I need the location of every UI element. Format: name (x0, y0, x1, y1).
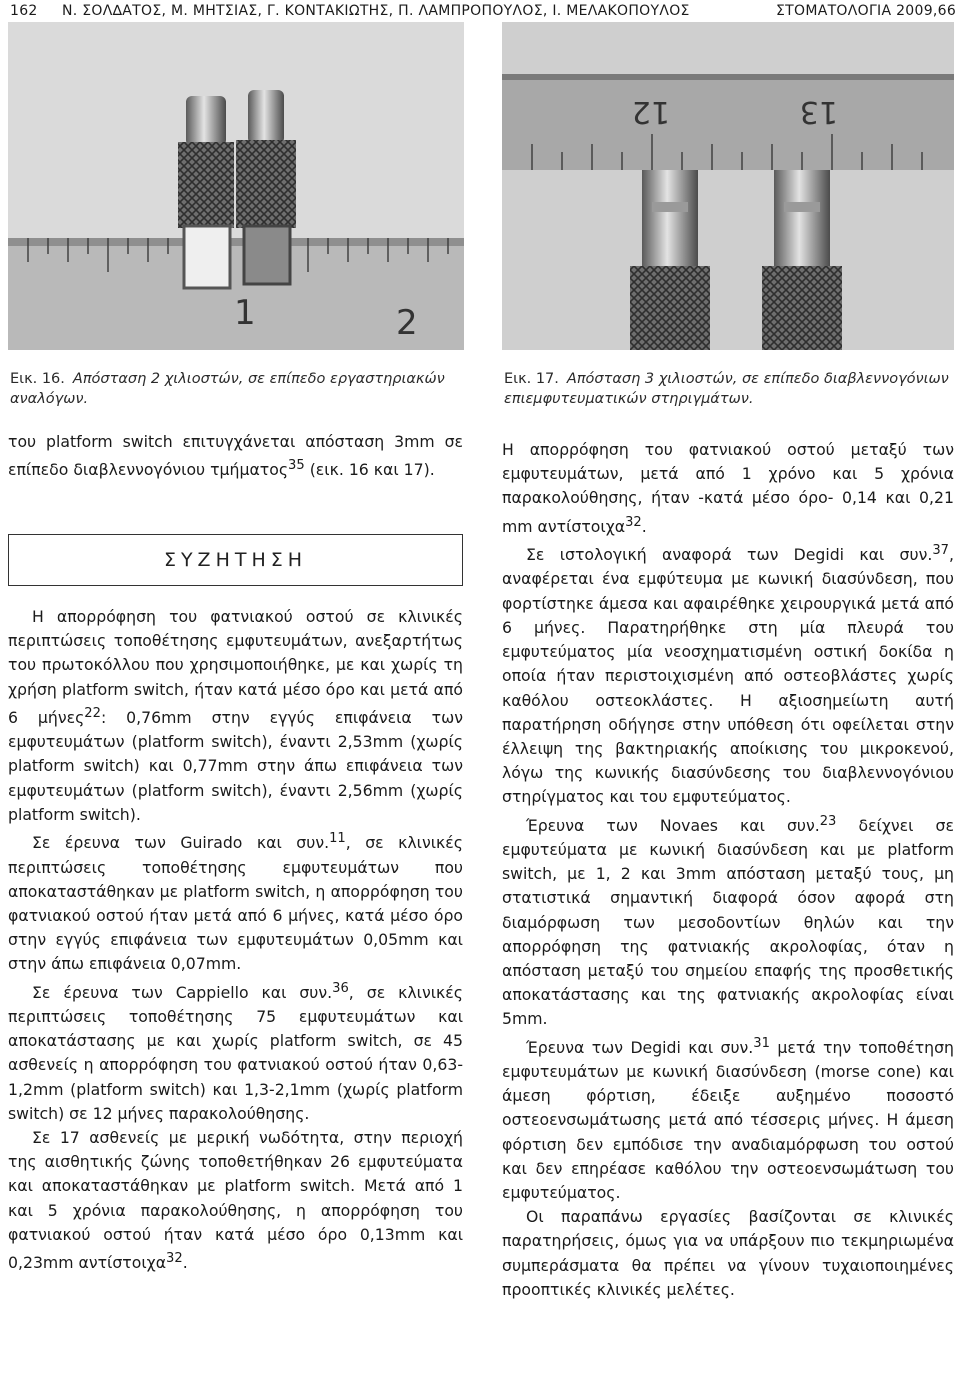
text: Η απορρόφηση του φατνιακού οστού σε κλινικές περιπτώσεις τοποθέτησης εμφυτευμάτων, ανεξαρτήτως του πρωτοκόλλου που χρησιμοποιήθηκε, με και χωρίς τη χρήση platform switch, ήταν κατά μέσο όρο και μετά από 6 μήνες (8, 607, 463, 728)
paragraph (502, 539, 954, 809)
ruler-mark-1: 1 (234, 293, 256, 333)
abutment (774, 170, 830, 266)
text: . (641, 516, 647, 536)
text: Σε έρευνα των Guirado και συν. (32, 833, 330, 853)
citation: 32 (625, 514, 642, 530)
text: (εικ. 16 και 17). (304, 460, 435, 480)
header-journal: ΣΤΟΜΑΤΟΛΟΓΙΑ 2009,66 (776, 3, 957, 19)
paragraph (8, 827, 463, 976)
figure-17-caption-text: Απόσταση 3 χιλιοστών, σε επίπεδο διαβλεννογόνιων επιεμφυτευματικών στηριγμάτων. (504, 371, 949, 407)
left-column-intro (8, 430, 463, 483)
implant-analog (248, 90, 284, 144)
figure-16-caption (10, 369, 460, 409)
figure-17-caption (504, 369, 954, 409)
figure-17-label: Εικ. 17. (504, 371, 559, 387)
text: , σε κλινικές περιπτώσεις τοποθέτησης εμφυτευμάτων που αποκαταστάθηκαν με platform switch, η απορρόφηση του φατνιακού οστού ήταν μετά από 6 μήνες, κατά μέσο όρο στην εγγύς επιφάνεια των εμφυτευμάτων 0,05mm και στην άπω επιφάνεια 0,07mm. (8, 833, 463, 974)
paragraph (8, 430, 463, 483)
paragraph (8, 977, 463, 1126)
text: . (182, 1253, 188, 1273)
paragraph (502, 1205, 954, 1302)
paragraph (502, 1032, 954, 1206)
text: Έρευνα των Degidi και συν. (526, 1037, 754, 1057)
ruler-mark-12: 12 (631, 94, 670, 129)
text: Οι παραπάνω εργασίες βασίζονται σε κλινικές παρατηρήσεις, όμως για να υπάρξουν πιο τεκμηριωμένα συμπεράσματα θα πρέπει να γίνουν τυχαιοποιημένες προοπτικές κλινικές μελέτες. (502, 1207, 954, 1299)
figure-17-photo (502, 22, 954, 350)
right-column (502, 438, 954, 1302)
text: μετά την τοποθέτηση εμφυτευμάτων με κωνική διασύνδεση (morse cone) και άμεση φόρτιση, έδειξε αυξημένο ποσοστό οστεοενσωμάτωσης μετά από τέσσερις μήνες. Η άμεση φόρτιση δεν εμπόδισε την αναδιαμόρφωση του οστού και δεν επηρέασε καθόλου την οστεοενσωμάτωση του εμφυτεύματος. (502, 1037, 954, 1203)
ruler-mark-13: 13 (799, 94, 838, 129)
citation: 22 (84, 705, 101, 721)
paragraph (8, 1126, 463, 1275)
figure-16-photo (8, 22, 464, 350)
text: Έρευνα των Novaes και συν. (526, 815, 820, 835)
citation: 36 (332, 980, 349, 996)
text: δείχνει σε εμφυτεύματα με κωνική διασύνδεση και με platform switch, με 1, 2 και 3mm απόσταση μεταξύ τους, μη στατιστικά σημαντική διαφορά όσον αφορά στη διαμόρφωση των μεσοδοντίων θηλών και την απορρόφηση της φατνιακής ακρολοφίας, όταν η απόσταση μεταξύ του σημείου επαφής της προσθετικής αποκατάστασης και της φατνιακής ακρολοφίας είναι 5mm. (502, 815, 954, 1029)
steel-ruler (502, 74, 954, 170)
citation: 31 (753, 1035, 770, 1051)
text: Σε έρευνα των Cappiello και συν. (32, 982, 333, 1002)
text: του platform switch επιτυγχάνεται απόσταση 3mm σε επίπεδο διαβλεννογόνιου τμήματος (8, 432, 463, 480)
paragraph (502, 438, 954, 539)
citation: 23 (819, 813, 837, 829)
abutment (642, 170, 698, 266)
paragraph (502, 810, 954, 1032)
text: : 0,76mm στην εγγύς επιφάνεια των εμφυτευμάτων (platform switch), έναντι 2,53mm (χωρίς platform switch) και 0,77mm στην άπω επιφάνεια των εμφυτευμάτων (platform switch), έναντι 2,56mm (χωρίς platform switch). (8, 708, 463, 824)
text: Η απορρόφηση του φατνιακού οστού μεταξύ των εμφυτευμάτων, μετά από 1 χρόνο και 5 χρόνια παρακολούθησης, ήταν -κατά μέσο όρο- 0,14 και 0,21 mm αντίστοιχα (502, 440, 954, 536)
left-column-body (8, 605, 463, 1275)
paragraph (8, 605, 463, 827)
implant-analog (186, 96, 226, 146)
citation: 32 (166, 1250, 183, 1266)
text: , σε κλινικές περιπτώσεις τοποθέτησης 75 εμφυτευμάτων και αποκατάστασης με και χωρίς platform switch, σε 45 ασθενείς η απορρόφηση του φατνιακού οστού ήταν 0,63-1,2mm (platform switch) και 1,3-2,1mm (χωρίς platform switch) σε 12 μήνες παρακολούθησης. (8, 982, 463, 1123)
citation: 37 (932, 543, 949, 559)
text: , αναφέρεται ένα εμφύτευμα με κωνική διασύνδεση, που φορτίστηκε άμεσα και αφαιρέθηκε χειρουργικά μετά από 6 μήνες. Παρατηρήθηκε στη μία πλευρά του εμφυτεύματος μία νεοσχηματισμένη οστική δοκίδα η οποία ήταν περιστοιχισμένη από οστεοβλάστες χωρίς καθόλου οστεοκλάστες. Η αξιοσημείωτη αυτή παρατήρηση οδήγησε στην υπόθεση ότι οφείλεται στην έλλειψη της βακτηριακής αποίκισης του μικροκενού, λόγω της κωνικής διασύνδεσης του διαβλεννογόνιου στηρίγματος και του εμφυτεύματος. (502, 545, 954, 807)
figure-16-caption-text: Απόσταση 2 χιλιοστών, σε επίπεδο εργαστηριακών αναλόγων. (10, 371, 445, 407)
page-number: 162 (10, 3, 38, 19)
section-heading: ΣΥΖΗΤΗΣΗ (8, 534, 463, 586)
citation: 35 (288, 458, 305, 474)
ruler-mark-2: 2 (396, 303, 418, 343)
figure-16-label: Εικ. 16. (10, 371, 65, 387)
running-header (0, 0, 960, 22)
text: Σε 17 ασθενείς με μερική νωδότητα, στην περιοχή της αισθητικής ζώνης τοποθετήθηκαν 26 εμφυτεύματα και αποκαταστάθηκαν με platform switch. Μετά από 1 και 5 χρόνια παρακολούθησης, η απορρόφηση του φατνιακού οστού ήταν κατά μέσο όρο 0,13mm και 0,23mm αντίστοιχα (8, 1127, 463, 1273)
text: Σε ιστολογική αναφορά των Degidi και συν. (526, 545, 933, 565)
citation: 11 (329, 831, 346, 847)
header-authors: Ν. ΣΟΛ∆ΑΤΟΣ, Μ. ΜΗΤΣΙΑΣ, Γ. ΚΟΝΤΑΚΙΩΤΗΣ, Π. ΛΑΜΠΡΟΠΟΥΛΟΣ, Ι. ΜΕΛΑΚΟΠΟΥΛΟΣ (62, 3, 690, 19)
